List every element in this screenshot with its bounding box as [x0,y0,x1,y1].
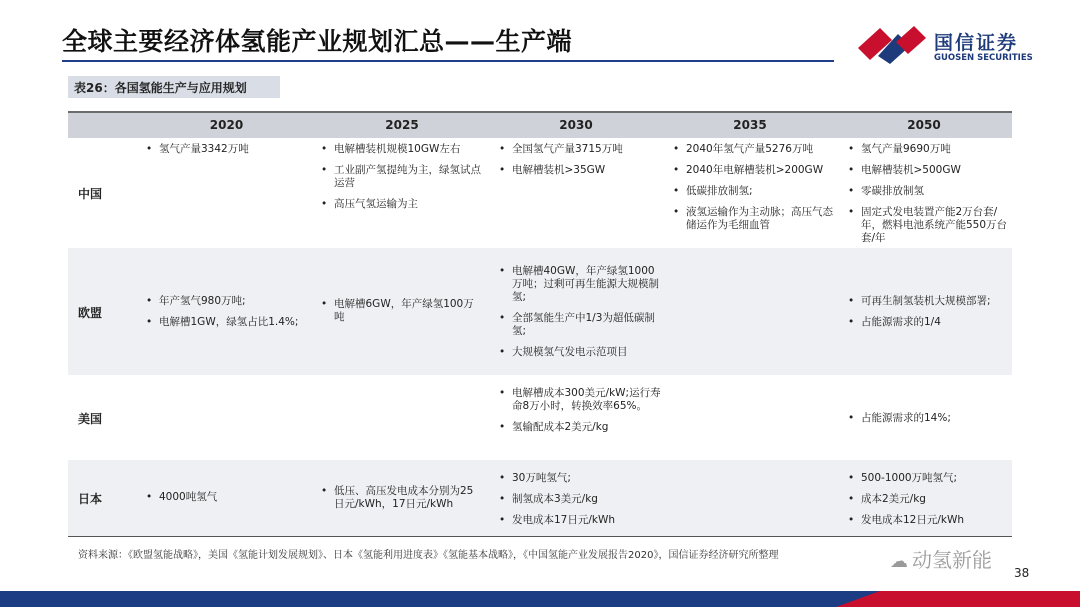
table-row-usa [68,375,1012,460]
list-item: • 4000吨氢气 [143,491,308,504]
list-item: • 液氢运输作为主动脉；高压气态储运作为毛细血管 [670,206,836,232]
source-note: 资料来源：《欧盟氢能战略》，美国《氢能计划发展规划》、日本《氢能利用进度表》《氢能基本战略》，《中国氢能产业发展报告2020》，国信证券经济研究所整理 [78,550,779,561]
watermark [890,544,992,573]
table-row-japan [68,460,1012,536]
list-item: • 电解槽装机>35GW [496,164,664,177]
page-title: 全球主要经济体氢能产业规划汇总——生产端 [62,27,573,56]
cell [845,295,1009,329]
list-item: • 成本2美元/kg [845,493,1009,506]
list-item: • 30万吨氢气; [496,472,664,485]
cell [143,295,313,329]
col-header-2025: 2025 [385,118,419,132]
cell [318,298,483,324]
title-underline [62,60,834,62]
list-item: • 全部氢能生产中1/3为超低碳制氢; [496,312,664,338]
row-label: 美国 [78,412,103,426]
list-item: • 高压气氢运输为主 [318,198,483,211]
list-item: • 占能源需求的14%; [845,412,1009,425]
col-header-2030: 2030 [559,118,593,132]
cell [496,472,664,527]
col-header-2020: 2020 [209,118,244,132]
list-item: • 低碳排放制氢; [670,185,836,198]
cell [496,387,664,434]
list-item: • 工业副产氢提纯为主，绿氢试点运营 [318,164,483,190]
list-item: • 氢气产量3342万吨 [143,143,308,156]
list-item: • 电解槽40GW，年产绿氢1000万吨；过剩可再生能源大规模制氢; [496,265,664,304]
list-item: • 发电成本12日元/kWh [845,514,1009,527]
wechat-icon: ☁ [890,551,908,572]
col-header-2035: 2035 [733,118,767,132]
list-item: • 可再生制氢装机大规模部署; [845,295,1009,308]
guosen-logo-icon [858,26,926,64]
page-number: 38 [1014,566,1030,580]
list-item: • 占能源需求的1/4 [845,316,1009,329]
logo-text-en: GUOSEN SECURITIES [934,53,1033,63]
watermark-text: 动氢新能 [912,548,992,572]
row-label: 欧盟 [78,306,103,320]
list-item: • 低压、高压发电成本分别为25日元/kWh，17日元/kWh [318,485,483,511]
row-label: 日本 [78,492,103,506]
col-header-2050: 2050 [907,118,941,132]
cell [318,485,483,511]
list-item: • 零碳排放制氢 [845,185,1009,198]
list-item: • 大规模氢气发电示范项目 [496,346,664,359]
table-header [68,111,1012,138]
list-item: • 电解槽成本300美元/kW;运行寿命8万小时，转换效率65%。 [496,387,664,413]
list-item: • 电解槽装机>500GW [845,164,1009,177]
cell [845,472,1009,527]
list-item: • 电解槽6GW，年产绿氢100万吨 [318,298,483,324]
list-item: • 制氢成本3美元/kg [496,493,664,506]
table-bottom-rule [68,536,1012,537]
cell [845,412,1009,425]
logo-text-cn: 国信证券 [934,32,1019,54]
list-item: • 发电成本17日元/kWh [496,514,664,527]
row-label: 中国 [78,187,103,201]
table-caption: 表26：各国氢能生产与应用规划 [68,76,280,98]
list-item: • 氢输配成本2美元/kg [496,421,664,434]
table-row-eu [68,248,1012,375]
guosen-logo [858,24,1038,66]
list-item: • 年产氢气980万吨; [143,295,313,308]
list-item: • 500-1000万吨氢气; [845,472,1009,485]
list-item: • 固定式发电装置产能2万台套/年，燃料电池系统产能550万台套/年 [845,206,1009,245]
cell [670,143,836,232]
cell [845,143,1009,245]
cell [496,143,664,177]
list-item: • 电解槽装机规模10GW左右 [318,143,483,156]
list-item: • 2040年电解槽装机>200GW [670,164,836,177]
table-row-china [68,138,1012,248]
planning-table [68,111,1012,536]
cell [143,491,308,504]
cell [318,143,483,211]
list-item: • 2040年氢气产量5276万吨 [670,143,836,156]
cell [143,143,308,156]
cell [496,265,664,359]
list-item: • 全国氢气产量3715万吨 [496,143,664,156]
list-item: • 氢气产量9690万吨 [845,143,1009,156]
list-item: • 电解槽1GW，绿氢占比1.4%; [143,316,313,329]
